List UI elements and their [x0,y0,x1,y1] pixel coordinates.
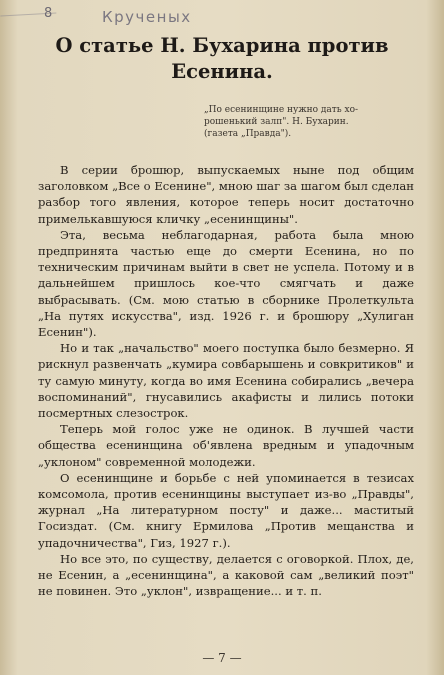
paragraph: О есенинщине и борьбе с ней упоминается в тезисах комсомола, против есенинщины выступает из-во „Правды", журнал „На литературном посту" и даже... маститый Госиздат. (См. книгу Ермилова „Против мещанства и упадочничества", Гиз, 1927 г.). [38,470,414,550]
paragraph: Теперь мой голос уже не одинок. В лучшей части общества есенинщина об'явлена вредным и упадочным „уклоном" современной молодежи. [38,422,414,469]
handwritten-name: Крученых [102,8,192,26]
paragraph: Но и так „начальство" моего поступка было безмерно. Я рискнул развенчать „кумира совбарышень и совкритиков" и ту самую минуту, когда во имя Есенина собирались „вечера воспоминаний", гнусавились акафисты и лились потоки посмертных слезострок. [38,341,414,421]
epigraph-line: (газета „Правда"). [204,129,292,139]
paragraph: Эта, весьма неблагодарная, работа была мною предпринята частью еще до смерти Есенина, но по техническим причинам выйти в свет не успела. Потому и в дальнейшем пришлось кое-что смягчать и даже выбрасывать. (См. мою статью в сборнике Пролеткульта „На путях искусства", изд. 1926 г. и брошюру „Хулиган Есенин"). [38,227,414,340]
page-number: — 7 — [202,651,242,665]
paragraph: Но все это, по существу, делается с оговоркой. Плох, де, не Есенин, а „есенинщина", а каковой сам „великий поэт" не повинен. Это „уклон", извращение... и т. п. [38,551,414,599]
epigraph-line: „По есенинщине нужно дать хо- [204,105,359,115]
epigraph [204,104,432,140]
paragraph: В серии брошюр, выпускаемых ныне под общим заголовком „Все о Есенине", мною шаг за шагом был сделан разбор того явления, которое теперь носит достаточно примелькавшуюся кличку „есенинщины". [38,163,414,226]
epigraph-line: рошенький залп". Н. Бухарин. [204,117,349,127]
article-body [38,162,414,599]
handwritten-number: 8 [44,6,54,21]
article-title: О статье Н. Бухарина против Есенина. [55,34,389,83]
